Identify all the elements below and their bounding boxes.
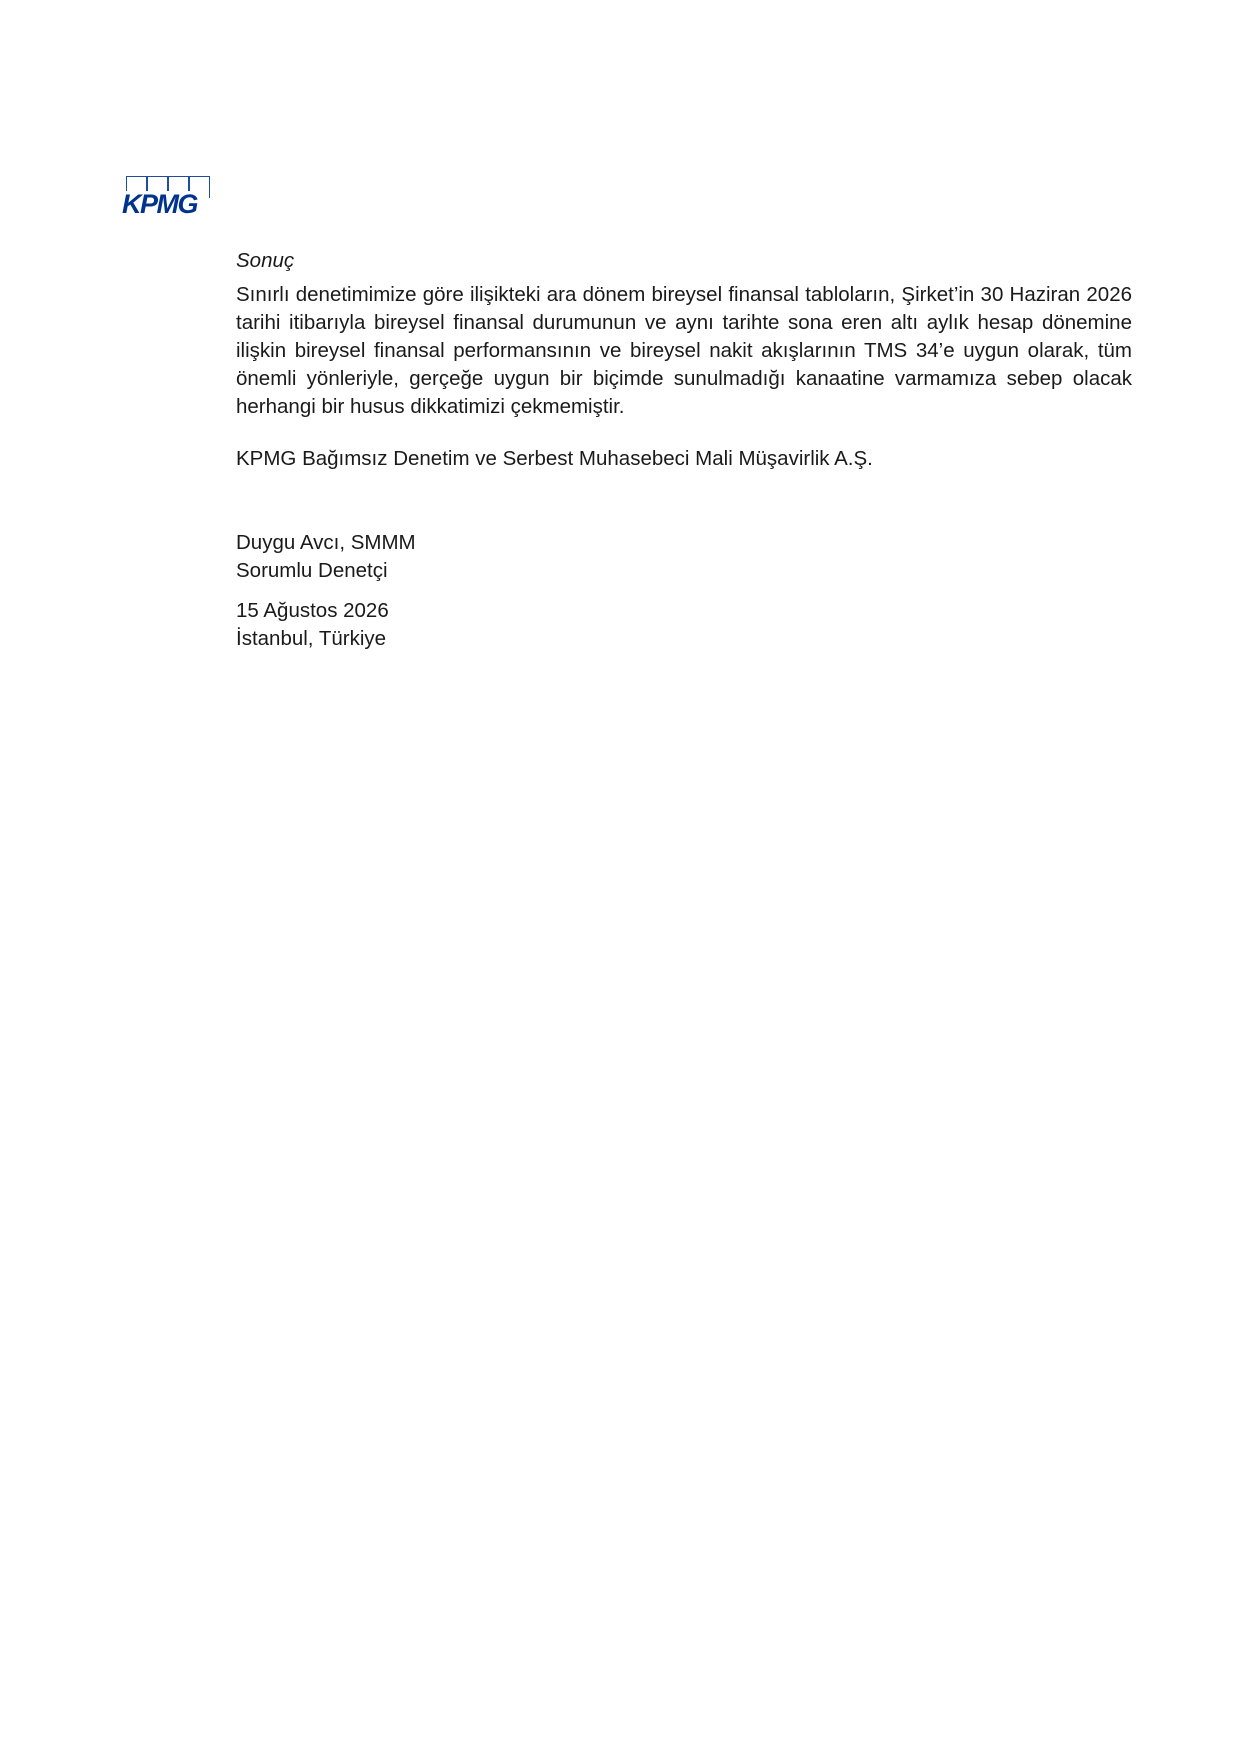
- firm-name: KPMG Bağımsız Denetim ve Serbest Muhasebeci Mali Müşavirlik A.Ş.: [236, 447, 873, 470]
- report-body: [236, 247, 1132, 653]
- signatory-title: Sorumlu Denetçi: [236, 559, 388, 582]
- section-heading: Sonuç: [236, 249, 295, 272]
- kpmg-logo: [122, 176, 216, 218]
- date-place-block: [236, 597, 1132, 653]
- report-place: İstanbul, Türkiye: [236, 627, 387, 650]
- signatory-block: [236, 529, 1132, 585]
- logo-text: KPMG: [122, 189, 197, 219]
- signatory-name: Duygu Avcı, SMMM: [236, 531, 416, 554]
- conclusion-paragraph: Sınırlı denetimimize göre ilişikteki ara dönem bireysel finansal tabloların, Şirket’in 30 Haziran 2026 tarihi itibarıyla bireysel finansal durumunun ve aynı tarihte sona eren altı aylık hesap dönemine ilişkin bireysel finansal performansının ve bireysel nakit akışlarının TMS 34’e uygun olarak, tüm önemli yönleriyle, gerçeğe uygun bir biçimde sunulmadığı kanaatine varmamıza sebep olacak herhangi bir husus dikkatimizi çekmemiştir.: [236, 283, 1132, 418]
- report-date: 15 Ağustos 2026: [236, 599, 389, 622]
